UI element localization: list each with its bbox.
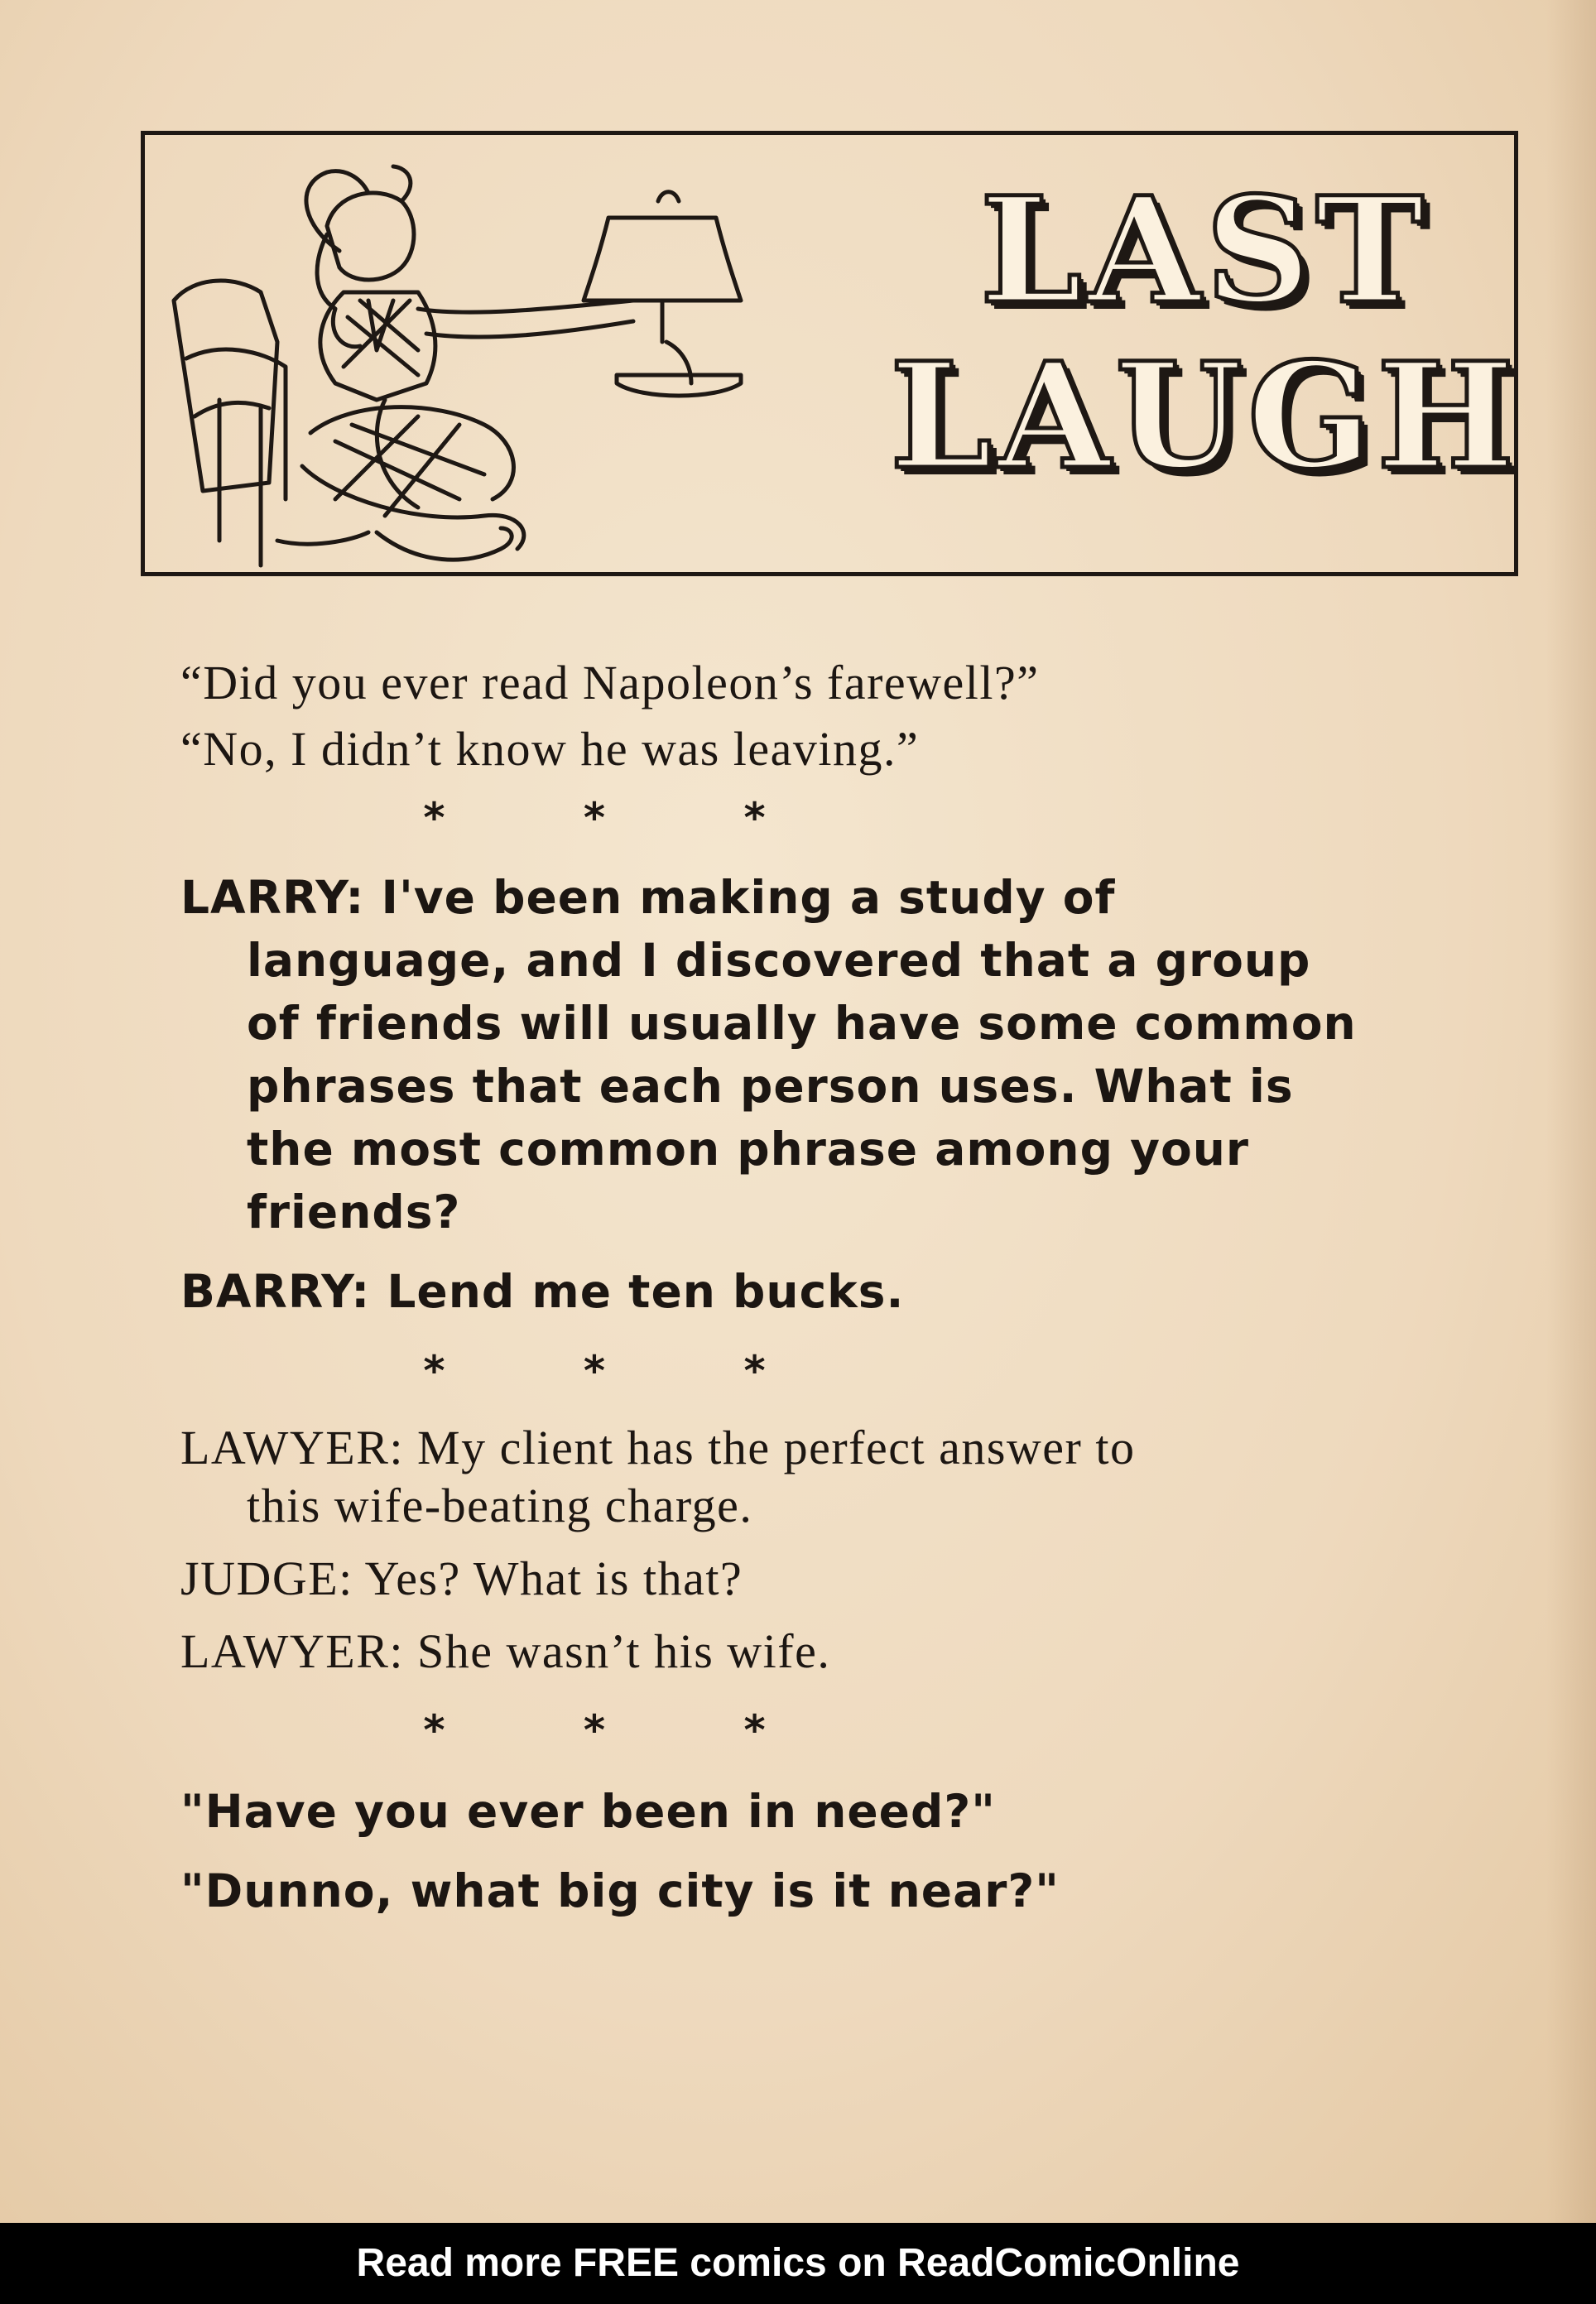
header-panel [141, 131, 1518, 576]
dialogue-line: friends? [247, 1186, 461, 1239]
dialogue-line: LAWYER: She wasn’t his wife. [180, 1624, 831, 1678]
jokes-content [180, 654, 1505, 1922]
joke-question: "Have you ever been in need?" [180, 1785, 996, 1838]
joke-need [180, 1780, 1505, 1922]
title-line-2: LAUGH [890, 330, 1520, 502]
joke-lawyer-judge [180, 1419, 1505, 1681]
dialogue-line: the most common phrase among your [247, 1123, 1250, 1176]
joke-larry-barry [180, 866, 1505, 1323]
dialogue-line: phrases that each person uses. What is [247, 1060, 1294, 1113]
dialogue-line: JUDGE: Yes? What is that? [180, 1551, 743, 1605]
footer-banner[interactable] [0, 2223, 1596, 2304]
page-edge-shadow [1546, 0, 1596, 2223]
dialogue-line: of friends will usually have some common [247, 997, 1357, 1050]
dialogue-line: this wife-beating charge. [247, 1479, 753, 1532]
joke-question: “Did you ever read Napoleon’s farewell?” [180, 656, 1040, 709]
joke-answer: "Dunno, what big city is it near?" [180, 1864, 1060, 1917]
joke-answer: “No, I didn’t know he was leaving.” [180, 722, 920, 776]
joke-napoleon [180, 654, 1505, 778]
title-line-1: LAST [979, 165, 1430, 336]
separator: * * * [423, 1347, 766, 1395]
separator: * * * [423, 1706, 766, 1754]
separator: * * * [423, 794, 766, 842]
footer-link[interactable]: Read more FREE comics on ReadComicOnline [356, 2241, 1240, 2285]
dialogue-line: BARRY: Lend me ten bucks. [180, 1265, 905, 1318]
title [890, 165, 1520, 557]
dialogue-line: LARRY: I've been making a study of [180, 871, 1116, 924]
dialogue-line: LAWYER: My client has the perfect answer to [180, 1421, 1136, 1474]
woman-with-lamp-illustration [170, 152, 848, 599]
dialogue-line: language, and I discovered that a group [247, 934, 1311, 987]
